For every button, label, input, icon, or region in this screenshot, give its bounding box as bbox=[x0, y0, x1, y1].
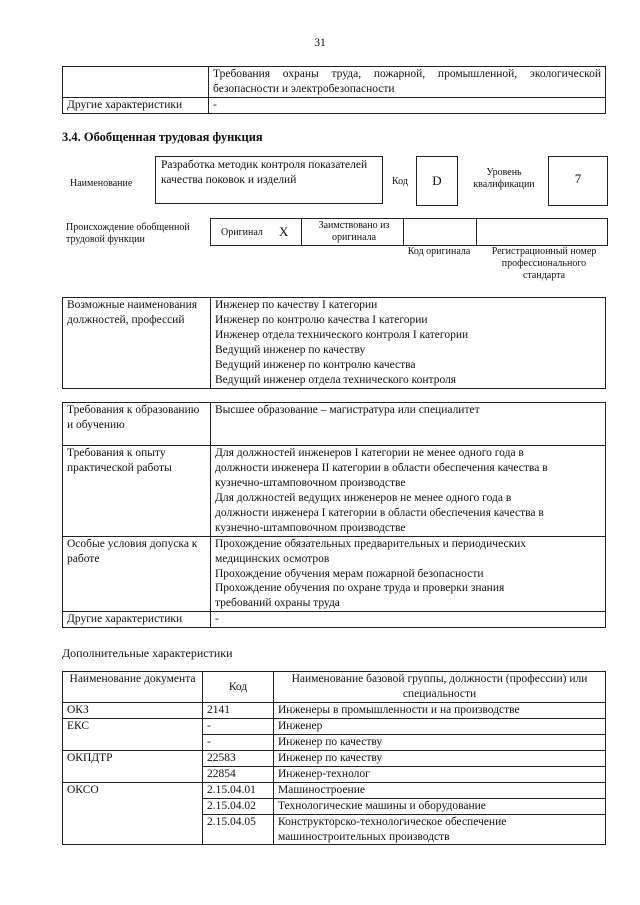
reg-number-caption: Регистрационный номер профессионального стандарта bbox=[491, 246, 597, 281]
row-code: - bbox=[203, 734, 274, 750]
row-name: Инженер bbox=[274, 718, 606, 734]
requirements-table bbox=[62, 402, 606, 628]
origin-divider bbox=[476, 219, 477, 245]
row-name: Инженер-технолог bbox=[274, 766, 606, 782]
origin-divider bbox=[301, 219, 302, 245]
row-code: 2.15.04.01 bbox=[203, 782, 274, 798]
origin-box bbox=[210, 218, 608, 246]
special-conditions-value bbox=[211, 536, 606, 612]
code-original-caption: Код оригинала bbox=[407, 246, 471, 257]
top-table-other-value: - bbox=[209, 97, 606, 113]
header-name: Наименование базовой группы, должности (профессии) или специальности bbox=[274, 672, 606, 703]
function-name-box bbox=[155, 156, 383, 204]
row-code: 2.15.04.05 bbox=[203, 814, 274, 845]
education-value: Высшее образование – магистратура или специалитет bbox=[211, 403, 606, 446]
row-doc: ОКПДТР bbox=[63, 750, 203, 782]
section-title: 3.4. Обобщенная трудовая функция bbox=[62, 130, 263, 144]
row-name: Машиностроение bbox=[274, 782, 606, 798]
experience-line: должности инженера II категории в области обеспечения качества в bbox=[215, 461, 548, 474]
position-item: Инженер по контролю качества I категории bbox=[215, 313, 428, 326]
additional-table bbox=[62, 671, 606, 845]
additional-title: Дополнительные характеристики bbox=[62, 646, 233, 660]
position-item: Инженер отдела технического контроля I категории bbox=[215, 328, 469, 341]
positions-label: Возможные наименования должностей, профессий bbox=[63, 298, 211, 389]
position-item: Ведущий инженер по качеству bbox=[215, 343, 366, 356]
experience-line: Для должностей инженеров I категории не менее одного года в bbox=[215, 447, 524, 459]
original-label: Оригинал bbox=[221, 227, 263, 238]
education-label: Требования к образованию и обучению bbox=[63, 403, 211, 446]
special-condition-line: Прохождение обучения по охране труда и проверки знания bbox=[215, 582, 505, 595]
level-label: Уровень квалификации bbox=[473, 167, 535, 190]
row-name: Конструкторско-технологическое обеспечение машиностроительных производств bbox=[274, 814, 606, 845]
code-label: Код bbox=[392, 176, 408, 187]
row-code: - bbox=[203, 718, 274, 734]
position-item: Инженер по качеству I категории bbox=[215, 299, 378, 311]
header-doc: Наименование документа bbox=[63, 672, 203, 703]
row-code: 2141 bbox=[203, 703, 274, 719]
experience-line: должности инженера I категории в области обеспечения качества в bbox=[215, 506, 544, 519]
row-code: 22854 bbox=[203, 766, 274, 782]
other-characteristics-value: - bbox=[211, 612, 606, 628]
row-code: 22583 bbox=[203, 750, 274, 766]
top-table bbox=[62, 66, 606, 114]
other-characteristics-label: Другие характеристики bbox=[63, 612, 211, 628]
function-name-text: Разработка методик контроля показателей качества поковок и изделий bbox=[161, 159, 368, 186]
positions-table bbox=[62, 297, 606, 389]
positions-list bbox=[211, 298, 606, 389]
original-mark: X bbox=[279, 224, 289, 239]
position-item: Ведущий инженер по контролю качества bbox=[215, 358, 416, 371]
special-condition-line: Прохождение обязательных предварительных и периодических bbox=[215, 537, 527, 550]
row-name: Технологические машины и оборудование bbox=[274, 798, 606, 814]
level-value: 7 bbox=[574, 171, 582, 186]
experience-value bbox=[211, 446, 606, 537]
experience-line: кузнечно-штамповочном производстве bbox=[215, 521, 406, 534]
row-doc: ОКСО bbox=[63, 782, 203, 845]
origin-divider bbox=[403, 219, 404, 245]
experience-label: Требования к опыту практической работы bbox=[63, 446, 211, 537]
top-table-safety-text: Требования охраны труда, пожарной, промышленной, экологической безопасности и электробезопасности bbox=[209, 67, 606, 98]
row-doc: ЕКС bbox=[63, 718, 203, 750]
level-box bbox=[548, 156, 608, 206]
row-name: Инженер по качеству bbox=[274, 734, 606, 750]
row-code: 2.15.04.02 bbox=[203, 798, 274, 814]
top-table-other-label: Другие характеристики bbox=[63, 97, 209, 113]
special-condition-line: требований охраны труда bbox=[215, 597, 340, 610]
row-doc: ОКЗ bbox=[63, 703, 203, 719]
position-item: Ведущий инженер отдела технического контроля bbox=[215, 373, 457, 386]
borrowed-label: Заимствовано из оригинала bbox=[318, 220, 390, 243]
special-conditions-label: Особые условия допуска к работе bbox=[63, 536, 211, 612]
row-name: Инженеры в промышленности и на производстве bbox=[274, 703, 606, 719]
experience-line: Для должностей ведущих инженеров не менее одного года в bbox=[215, 491, 512, 504]
function-code-value: D bbox=[432, 173, 442, 188]
top-table-empty-cell bbox=[63, 67, 209, 98]
header-code: Код bbox=[203, 672, 274, 703]
page-number: 31 bbox=[314, 37, 326, 49]
special-condition-line: Прохождение обучения мерам пожарной безопасности bbox=[215, 567, 484, 580]
name-label: Наименование bbox=[70, 178, 133, 189]
special-condition-line: медицинских осмотров bbox=[215, 552, 330, 565]
function-code-box bbox=[416, 156, 458, 206]
experience-line: кузнечно-штамповочном производстве bbox=[215, 476, 406, 489]
origin-label: Происхождение обобщенной трудовой функции bbox=[66, 222, 190, 245]
row-name: Инженер по качеству bbox=[274, 750, 606, 766]
